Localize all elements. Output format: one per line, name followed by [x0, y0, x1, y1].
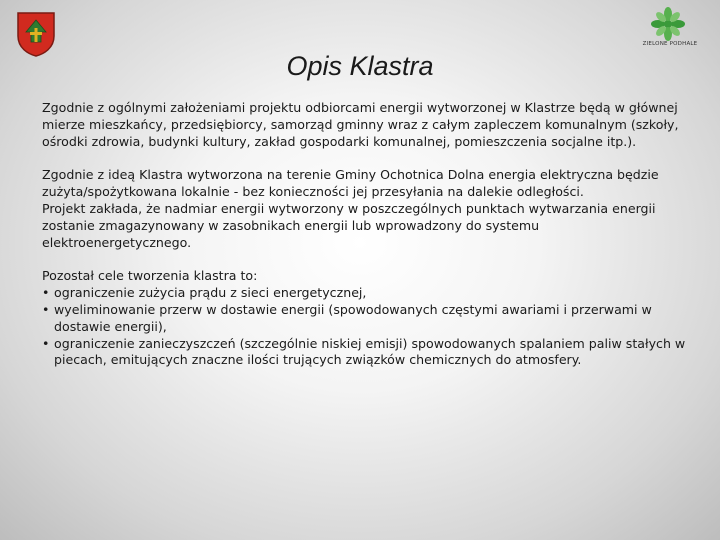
content-body: [42, 100, 692, 369]
page-title: Opis Klastra: [286, 51, 434, 81]
goals-list: [42, 285, 692, 369]
list-intro: Pozostał cele tworzenia klastra to:: [42, 268, 258, 284]
list-item: • ograniczenie zużycia prądu z sieci energetycznej,: [42, 285, 367, 301]
paragraph-local-use: Zgodnie z ideą Klastra wytworzona na terenie Gminy Ochotnica Dolna energia elektryczna będzie zużyta/spożytkowana lokalnie - bez konieczności jej przesyłania na dalekie odległości.: [42, 167, 659, 200]
list-item: • ograniczenie zanieczyszczeń (szczególnie niskiej emisji) spowodowanych spalaniem paliw stałych w piecach, emitujących znaczne ilości trujących związków chemicznych do atmosfery.: [42, 335, 686, 368]
logo-caption: ZIELONE PODHALE: [642, 41, 698, 47]
paragraph-storage: Projekt zakłada, że nadmiar energii wytworzony w poszczególnych punktach wytwarzania energii zostanie zmagazynowany w zasobnikach energii lub wprowadzony do systemu elektroenergetycznego.: [42, 200, 656, 250]
paragraph-recipients: Zgodnie z ogólnymi założeniami projektu odbiorcami energii wytworzonej w Klastrze będą w głównej mierze mieszkańcy, przedsiębiorcy, samorząd gminny wraz z całym zapleczem komunalnym (szkoły, ośrodki zdrowia, budynki kultury, zakład gospodarki komunalnej, pomieszczenia socjalne itp.).: [42, 100, 679, 149]
list-item: • wyeliminowanie przerw w dostawie energii (spowodowanych częstymi awariami i przerwami w dostawie energii),: [42, 301, 652, 334]
